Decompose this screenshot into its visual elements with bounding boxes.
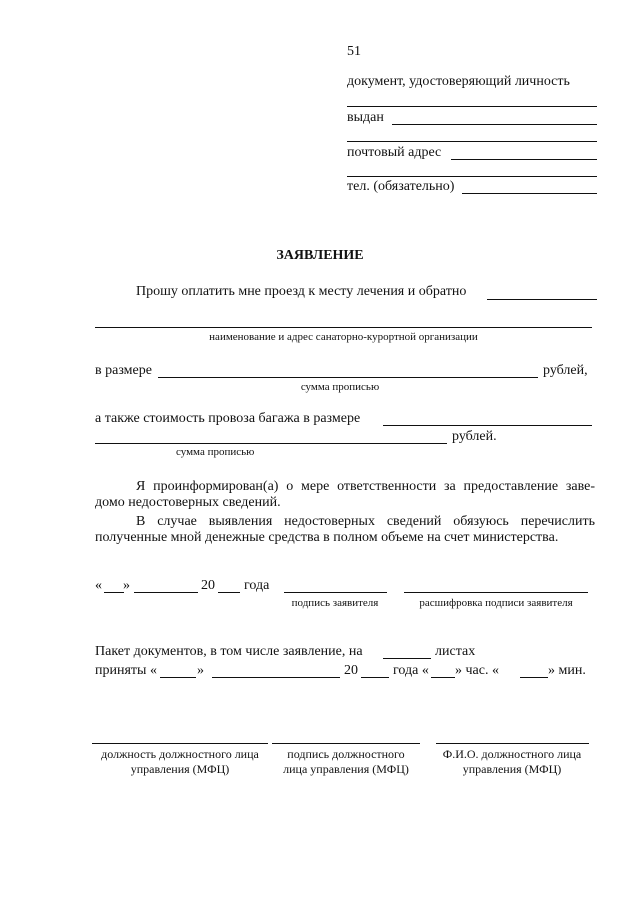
responsibility-text-2: домо недостоверных сведений. (95, 495, 281, 510)
phone-line[interactable] (462, 193, 597, 194)
organization-line[interactable] (95, 327, 592, 328)
request-text: Прошу оплатить мне проезд к месту лечения и обратно (136, 284, 467, 299)
responsibility-text-1: Я проинформирован(а) о мере ответственности за предоставление заве- (136, 479, 595, 494)
accepted-minute-label: » мин. (548, 663, 586, 678)
applicant-signature-line[interactable] (284, 592, 387, 593)
official-position-caption-2: управления (МФЦ) (130, 762, 230, 776)
phone-label: тел. (обязательно) (347, 179, 455, 194)
baggage-line[interactable] (383, 425, 592, 426)
issued-line-2[interactable] (347, 141, 597, 142)
package-sheets-line[interactable] (383, 658, 431, 659)
official-position-caption-1: должность должностного лица (101, 747, 259, 761)
postal-address-line-2[interactable] (347, 176, 597, 177)
organization-caption: наименование и адрес санаторно-курортной организации (209, 331, 478, 343)
amount-prefix: в размере (95, 363, 152, 378)
official-name-caption-1: Ф.И.О. должностного лица (442, 747, 582, 761)
package-sheets-suffix: листах (435, 644, 476, 659)
date-year-suffix: года (244, 578, 270, 593)
amount-line[interactable] (158, 377, 538, 378)
baggage-suffix: рублей. (452, 429, 497, 444)
baggage-line-2[interactable] (95, 443, 447, 444)
official-signature-caption-1: подпись должностного (287, 747, 405, 761)
accepted-month-line[interactable] (212, 677, 340, 678)
accepted-day-line[interactable] (160, 677, 196, 678)
amount-caption: сумма прописью (300, 381, 380, 393)
official-signature-caption-2: лица управления (МФЦ) (283, 762, 409, 776)
baggage-caption: сумма прописью (176, 446, 255, 458)
signature-decode-caption: расшифровка подписи заявителя (419, 597, 573, 609)
id-document-line[interactable] (347, 106, 597, 107)
accepted-prefix: приняты « (95, 663, 157, 678)
accepted-close-quote: » (197, 663, 204, 678)
official-signature-line[interactable] (272, 743, 420, 744)
accepted-hour-line[interactable] (431, 677, 455, 678)
official-name-caption-2: управления (МФЦ) (462, 762, 562, 776)
official-position-line[interactable] (92, 743, 268, 744)
official-name-line[interactable] (436, 743, 589, 744)
refund-text-2: полученные мной денежные средства в полном объеме на счет министерства. (95, 530, 559, 545)
date-open-quote: « (95, 578, 102, 593)
issued-label: выдан (347, 110, 384, 125)
request-destination-line[interactable] (487, 299, 597, 300)
baggage-prefix: а также стоимость провоза багажа в размере (95, 411, 361, 426)
accepted-year-mid: года « (393, 663, 429, 678)
date-day-line[interactable] (104, 592, 124, 593)
page-number: 51 (347, 44, 361, 59)
date-year-prefix: 20 (201, 578, 215, 593)
postal-address-label: почтовый адрес (347, 145, 442, 160)
issued-line[interactable] (392, 124, 597, 125)
refund-text-1: В случае выявления недостоверных сведений обязуюсь перечислить (136, 514, 595, 529)
document-title: ЗАЯВЛЕНИЕ (276, 248, 364, 263)
amount-suffix: рублей, (543, 363, 588, 378)
applicant-signature-caption: подпись заявителя (291, 597, 379, 609)
signature-decode-line[interactable] (404, 592, 588, 593)
package-text: Пакет документов, в том числе заявление, на (95, 644, 363, 659)
date-year-line[interactable] (218, 592, 240, 593)
accepted-year-prefix: 20 (344, 663, 358, 678)
accepted-minute-line[interactable] (520, 677, 548, 678)
date-month-line[interactable] (134, 592, 198, 593)
date-close-quote: » (123, 578, 130, 593)
accepted-year-line[interactable] (361, 677, 389, 678)
id-document-label: документ, удостоверяющий личность (347, 74, 570, 89)
accepted-hour-label: » час. « (455, 663, 499, 678)
postal-address-line[interactable] (451, 159, 597, 160)
